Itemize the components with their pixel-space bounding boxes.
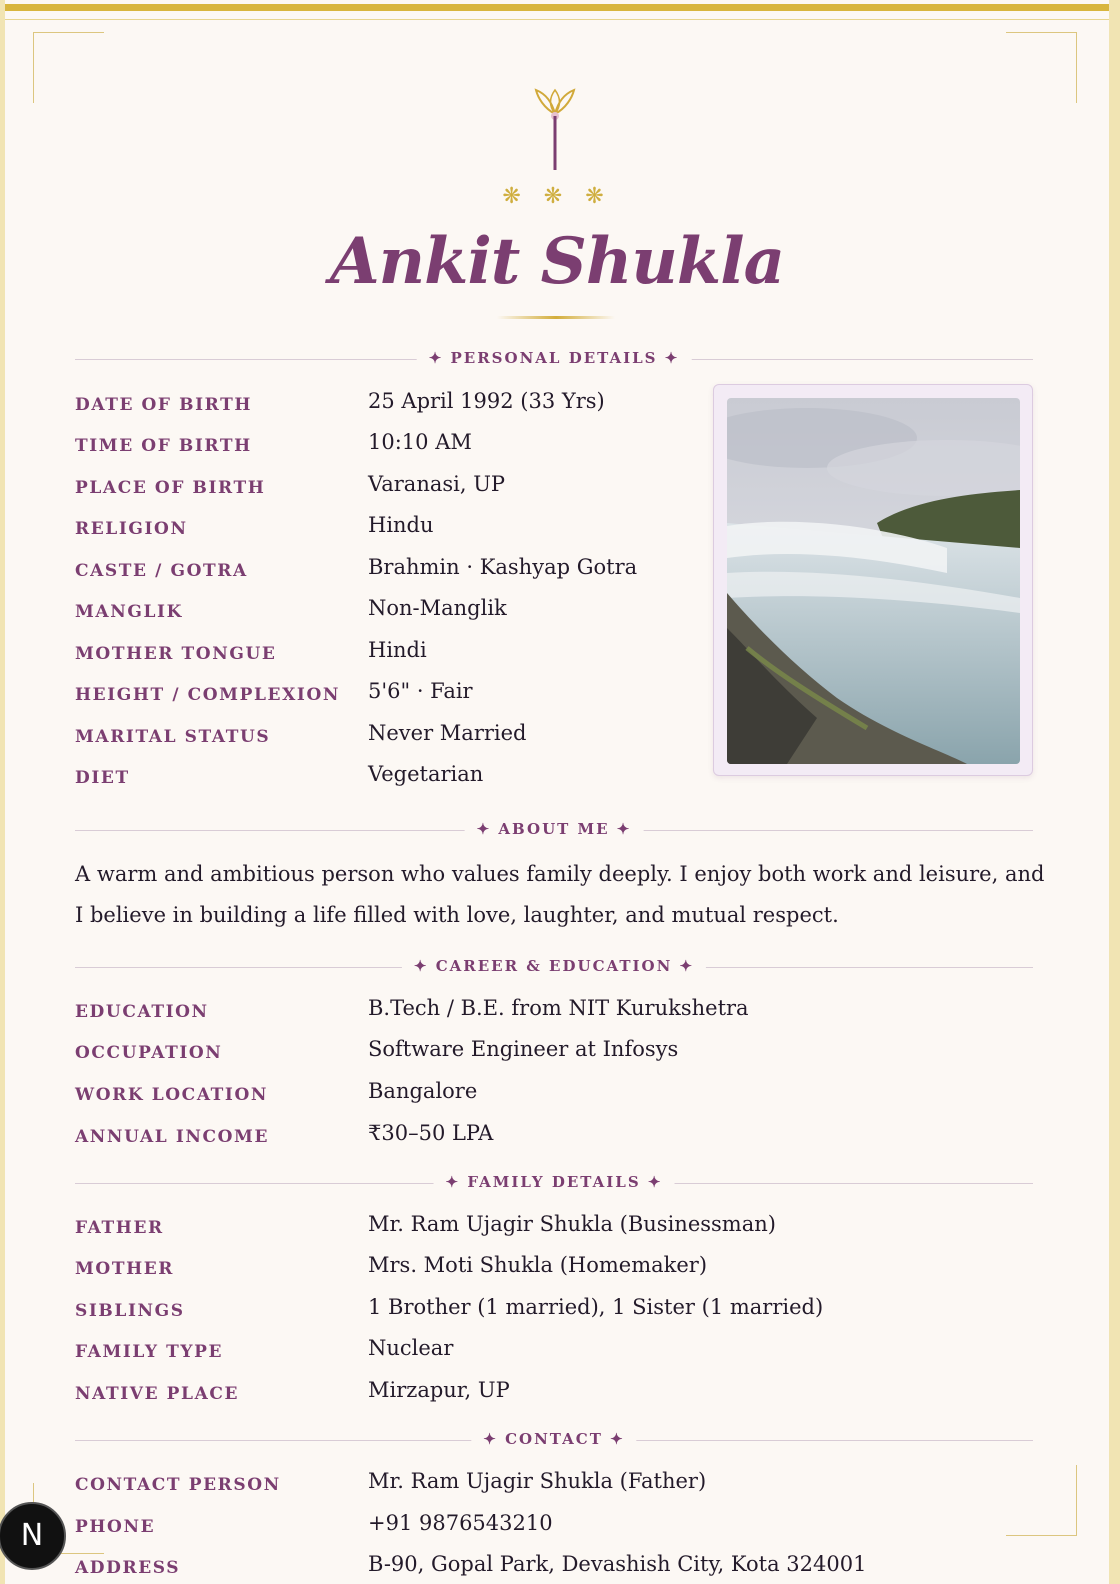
detail-value: +91 9876543210 xyxy=(368,1511,553,1535)
detail-value: Vegetarian xyxy=(368,762,484,786)
profile-name: Ankit Shukla xyxy=(329,224,785,299)
corner-ornament-top-left xyxy=(33,32,104,103)
section-title: ✦ CONTACT ✦ xyxy=(471,1430,636,1448)
detail-value: Never Married xyxy=(368,721,527,745)
biodata-page xyxy=(5,0,1109,1584)
detail-value: Hindi xyxy=(368,638,427,662)
detail-label: ADDRESS xyxy=(75,1558,181,1578)
detail-label: TIME OF BIRTH xyxy=(75,436,252,456)
detail-label: MOTHER TONGUE xyxy=(75,644,277,664)
section-heading-personal xyxy=(75,349,1033,369)
detail-value: ₹30–50 LPA xyxy=(368,1121,494,1145)
corner-ornament-top-right xyxy=(1006,32,1077,103)
detail-value: B-90, Gopal Park, Devashish City, Kota 324001 xyxy=(368,1552,867,1576)
detail-label: PHONE xyxy=(75,1517,156,1537)
detail-label: CASTE / GOTRA xyxy=(75,561,248,581)
detail-value: Mr. Ram Ujagir Shukla (Businessman) xyxy=(368,1212,776,1236)
detail-label: SIBLINGS xyxy=(75,1301,185,1321)
about-text: A warm and ambitious person who values family deeply. I enjoy both work and leisure, and I believe in building a life filled with love, laughter, and mutual respect. xyxy=(75,862,1045,927)
detail-label: PLACE OF BIRTH xyxy=(75,478,266,498)
section-heading-career xyxy=(75,957,1033,977)
detail-label: WORK LOCATION xyxy=(75,1085,269,1105)
detail-value: B.Tech / B.E. from NIT Kurukshetra xyxy=(368,996,749,1020)
detail-value: Hindu xyxy=(368,513,434,537)
section-title: ✦ FAMILY DETAILS ✦ xyxy=(434,1173,675,1191)
detail-value: 25 April 1992 (33 Yrs) xyxy=(368,389,605,413)
section-title: ✦ PERSONAL DETAILS ✦ xyxy=(417,349,692,367)
lotus-emblem-icon xyxy=(530,86,580,174)
dev-tools-badge-button[interactable]: N xyxy=(0,1502,66,1570)
detail-value: Nuclear xyxy=(368,1336,454,1360)
top-gold-bar xyxy=(5,4,1109,11)
detail-label: FAMILY TYPE xyxy=(75,1342,224,1362)
section-title: ✦ CAREER & EDUCATION ✦ xyxy=(402,957,706,975)
detail-label: OCCUPATION xyxy=(75,1043,223,1063)
detail-label: NATIVE PLACE xyxy=(75,1384,240,1404)
detail-value: Non-Manglik xyxy=(368,596,507,620)
section-title: ✦ ABOUT ME ✦ xyxy=(465,820,644,838)
detail-value: Mirzapur, UP xyxy=(368,1378,510,1402)
detail-value: 5'6" · Fair xyxy=(368,679,473,703)
section-heading-about xyxy=(75,820,1033,840)
section-heading-contact xyxy=(75,1430,1033,1450)
detail-value: Varanasi, UP xyxy=(368,472,506,496)
detail-value: 10:10 AM xyxy=(368,430,472,454)
detail-label: DATE OF BIRTH xyxy=(75,395,252,415)
profile-photo-frame xyxy=(713,384,1033,776)
detail-label: FATHER xyxy=(75,1218,164,1238)
detail-value: Brahmin · Kashyap Gotra xyxy=(368,555,638,579)
corner-ornament-bottom-right xyxy=(1006,1465,1077,1536)
detail-label: MOTHER xyxy=(75,1259,175,1279)
detail-label: DIET xyxy=(75,768,130,788)
detail-value: Software Engineer at Infosys xyxy=(368,1037,679,1061)
detail-label: ANNUAL INCOME xyxy=(75,1127,270,1147)
section-heading-family xyxy=(75,1173,1033,1193)
name-underline xyxy=(497,316,615,319)
detail-label: MANGLIK xyxy=(75,602,183,622)
detail-value: Bangalore xyxy=(368,1079,478,1103)
detail-label: RELIGION xyxy=(75,519,188,539)
detail-value: Mrs. Moti Shukla (Homemaker) xyxy=(368,1253,708,1277)
detail-label: CONTACT PERSON xyxy=(75,1475,281,1495)
top-thin-line xyxy=(5,19,1109,20)
detail-label: MARITAL STATUS xyxy=(75,727,271,747)
detail-label: HEIGHT / COMPLEXION xyxy=(75,685,340,705)
detail-value: Mr. Ram Ujagir Shukla (Father) xyxy=(368,1469,707,1493)
detail-label: EDUCATION xyxy=(75,1002,209,1022)
detail-value: 1 Brother (1 married), 1 Sister (1 married) xyxy=(368,1295,824,1319)
profile-photo xyxy=(727,398,1020,764)
decorative-stars: ❋ ❋ ❋ xyxy=(502,184,612,209)
